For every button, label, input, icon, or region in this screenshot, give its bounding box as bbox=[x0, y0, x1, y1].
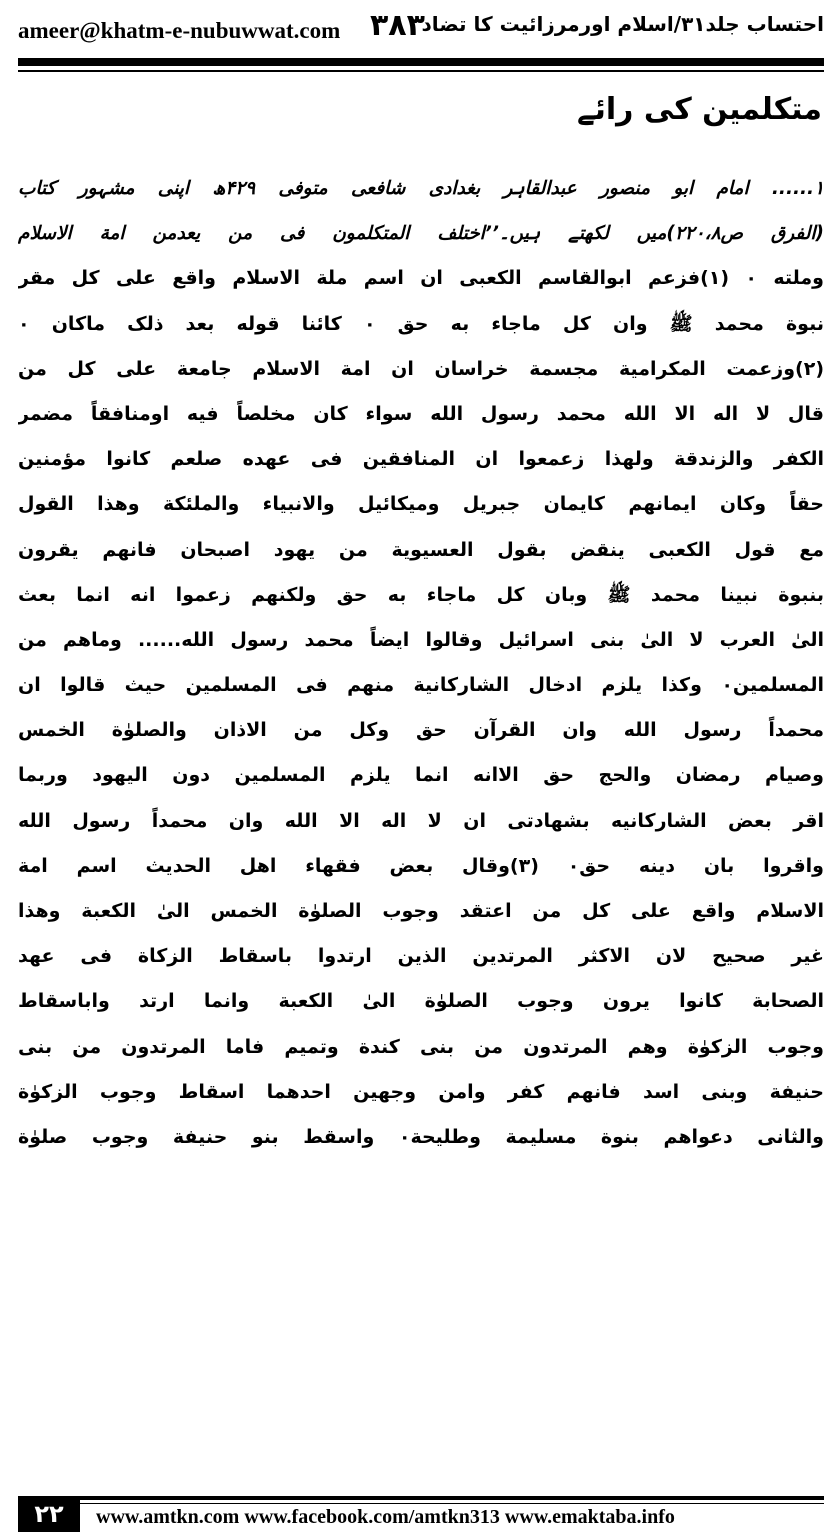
section-heading: متکلمین کی رائے bbox=[577, 92, 822, 127]
footer-page-number: ۲۲ bbox=[34, 1500, 64, 1528]
header-email: ameer@khatm-e-nubuwwat.com bbox=[18, 18, 341, 43]
body-line: بنبوة نبینا محمد ﷺ وبان کل ماجاء به حق ولکنهم زعموا انه انما بعث bbox=[18, 583, 824, 606]
page-footer bbox=[18, 1496, 824, 1532]
page-header bbox=[18, 6, 824, 54]
body-line: مع قول الکعبی ینقض بقول العسیویة من یهود اصبحان فانهم یقرون bbox=[18, 538, 824, 561]
header-running-title: احتساب جلد۳۱/اسلام اورمرزائیت کا تضاد bbox=[421, 12, 824, 36]
body-line: غیر صحیح لان الاکثر المرتدین الذین ارتدوا باسقاط الزکاة فی عهد bbox=[18, 945, 824, 968]
body-line: والثانی دعواهم بنوة مسلیمة وطلیحة۰ واسقط بنو حنیفة وجوب صلوٰة bbox=[18, 1125, 824, 1148]
header-rule-thin bbox=[18, 70, 824, 72]
body-line: قال لا اله الا الله محمد رسول الله سواء کان مخلصاً فیه اومنافقاً مضمر bbox=[18, 402, 824, 425]
body-line: الاسلام واقع علی کل من اعتقد وجوب الصلوٰة الخمس الیٰ الکعبة وهذا bbox=[18, 900, 824, 922]
body-line: اقر بعض الشارکانیه بشهادتی ان لا اله الا الله وان محمداً رسول الله bbox=[18, 809, 824, 832]
body-line: واقروا بان دینه حق۰ (۳)وقال بعض فقهاء اهل الحدیث اسم امة bbox=[18, 854, 824, 877]
footer-links[interactable]: www.amtkn.com www.facebook.com/amtkn313 www.emaktaba.info bbox=[96, 1506, 675, 1528]
body-line: (الفرق ص۲۲۰،۸)میں لکھتے ہیں۔’’اختلف المتکلمون فی من یعدمن امة الاسلام bbox=[18, 223, 824, 245]
body-line: الکفر والزندقة ولهذا زعمعوا ان المنافقین فی عهده صلعم کانوا مؤمنین bbox=[18, 448, 824, 471]
footer-rule-thick bbox=[80, 1496, 824, 1500]
footer-rule-thin bbox=[80, 1503, 824, 1504]
body-line: وصیام رمضان والحج حق الاانه انما یلزم المسلمین دون الیهود وربما bbox=[18, 764, 824, 787]
body-line: المسلمین۰ وکذا یلزم ادخال الشارکانیة منهم فی المسلمین حیث قالوا ان bbox=[18, 674, 824, 697]
body-line: وجوب الزکوٰة وهم المرتدون من بنی کندة وتمیم فاما المرتدون من بنی bbox=[18, 1035, 824, 1058]
body-line: حقاً وکان ایمانهم کایمان جبریل ومیکائیل والانبیاء والملئکة وهذا القول bbox=[18, 493, 824, 516]
body-line: ۱...... امام ابو منصور عبدالقاہر بغدادی شافعی متوفی ۴۲۹ھ اپنی مشہور کتاب bbox=[18, 178, 824, 199]
body-line: محمداً رسول الله وان القرآن حق وکل من الاذان والصلوٰة الخمس bbox=[18, 719, 824, 742]
header-rule-thick bbox=[18, 58, 824, 66]
body-line: الصحابة کانوا یرون وجوب الصلوٰة الیٰ الکعبة وانما ارتد واباسقاط bbox=[18, 990, 824, 1013]
header-page-number: ۳۸۳ bbox=[370, 8, 425, 43]
body-line: نبوة محمد ﷺ وان کل ماجاء به حق ۰ کائنا قوله بعد ذلک ماکان ۰ bbox=[18, 312, 824, 335]
body-text bbox=[18, 166, 824, 1160]
body-line: الیٰ العرب لا الیٰ بنی اسرائیل وقالوا ایضاً محمد رسول الله...... وماهم من bbox=[18, 628, 824, 651]
body-line: (۲)وزعمت المکرامیة مجسمة خراسان ان امة الاسلام جامعة علی کل من bbox=[18, 357, 824, 380]
body-line: وملته ۰ (۱)فزعم ابوالقاسم الکعبی ان اسم ملة الاسلام واقع علی کل مقر bbox=[18, 267, 824, 290]
body-line: حنیفة وبنی اسد فانهم کفر وامن وجهین احدهما اسقاط وجوب الزکوٰة bbox=[18, 1080, 824, 1103]
